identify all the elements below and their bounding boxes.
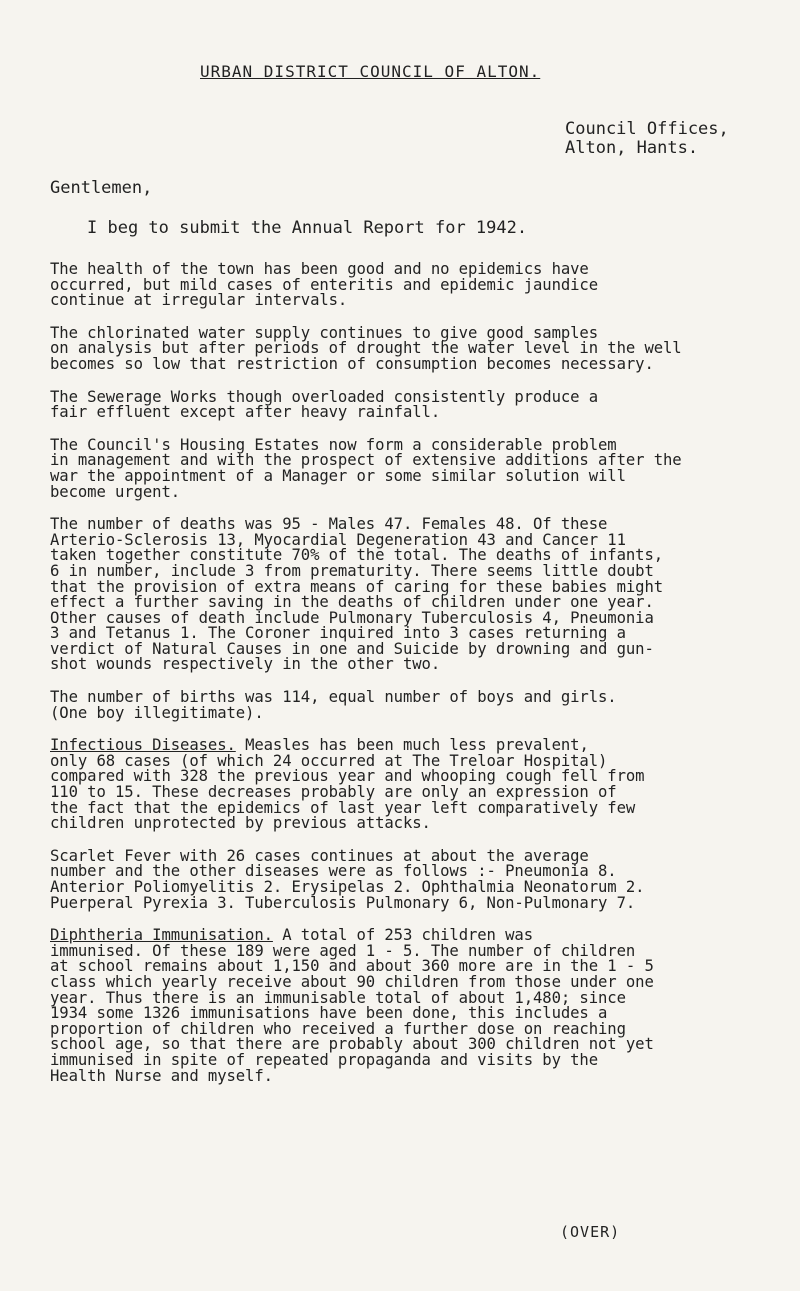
address-line-1: Council Offices, (565, 119, 729, 139)
paragraph-sewerage: The Sewerage Works though overloaded consistently produce a fair effluent except after heavy rainfall. (50, 387, 599, 422)
paragraph-water: The chlorinated water supply continues to give good samples on analysis but after periods of drought the water level in the well becomes so low that restriction of consumption becomes necessary. (50, 323, 682, 373)
diphtheria-text: A total of 253 children was immunised. Of these 189 were aged 1 - 5. The number of children at school remains about 1,150 and about 360 more are in the 1 - 5 class which yearly receive about 90 children from those under one year. Thus there is an immunisable total of about 1,480; since 1934 some 1326 immunisations have been done, this includes a proportion of children who received a further dose on reaching school age, so that there are probably about 300 children not yet immunised in spite of repeated propaganda and visits by the Health Nurse and myself. (50, 926, 654, 1085)
report-body (50, 262, 795, 1101)
paragraph-deaths: The number of deaths was 95 - Males 47. Females 48. Of these Arterio-Sclerosis 13, Myocardial Degeneration 43 and Cancer 11 taken together constitute 70% of the total. The deaths of infants, 6 in number, include 3 from prematurity. There seems little doubt that the provision of extra means of caring for these babies might effect a further saving in the deaths of children under one year. Other causes of death include Pulmonary Tuberculosis 4, Pneumonia 3 and Tetanus 1. The Coroner inquired into 3 cases returning a verdict of Natural Causes in one and Suicide by drowning and gun- shot wounds respectively in the other two. (50, 515, 664, 674)
paragraph-diphtheria (50, 928, 795, 1084)
address-block (565, 120, 729, 158)
salutation: Gentlemen, (50, 178, 153, 198)
address-line-2: Alton, Hants. (565, 138, 699, 158)
infectious-text: Measles has been much less prevalent, only 68 cases (of which 24 occurred at The Treloar Hospital) compared with 328 the previous year and whooping cough fell from 110 to 15. These decreases probably are only an expression of the fact that the epidemics of last year left comparatively few children unprotected by previous attacks. (50, 736, 645, 833)
paragraph-scarlet: Scarlet Fever with 26 cases continues at about the average number and the other diseases were as follows :- Pneumonia 8. Anterior Poliomyelitis 2. Erysipelas 2. Ophthalmia Neonatorum 2. Puerperal Pyrexia 3. Tuberculosis Pulmonary 6, Non-Pulmonary 7. (50, 846, 645, 912)
council-heading: URBAN DISTRICT COUNCIL OF ALTON. (200, 62, 541, 81)
over-note: (OVER) (560, 1223, 621, 1241)
paragraph-health: The health of the town has been good and no epidemics have occurred, but mild cases of enteritis and epidemic jaundice continue at irregular intervals. (50, 260, 599, 310)
paragraph-infectious (50, 738, 795, 832)
paragraph-housing: The Council's Housing Estates now form a considerable problem in management and with the prospect of extensive additions after the war the appointment of a Manager or some similar solution will become urgent. (50, 435, 682, 501)
diphtheria-heading: Diphtheria Immunisation. (50, 926, 273, 945)
opening-sentence: I beg to submit the Annual Report for 1942. (87, 218, 528, 238)
paragraph-births: The number of births was 114, equal number of boys and girls. (One boy illegitimate). (50, 688, 617, 722)
infectious-heading: Infectious Diseases. (50, 736, 236, 755)
